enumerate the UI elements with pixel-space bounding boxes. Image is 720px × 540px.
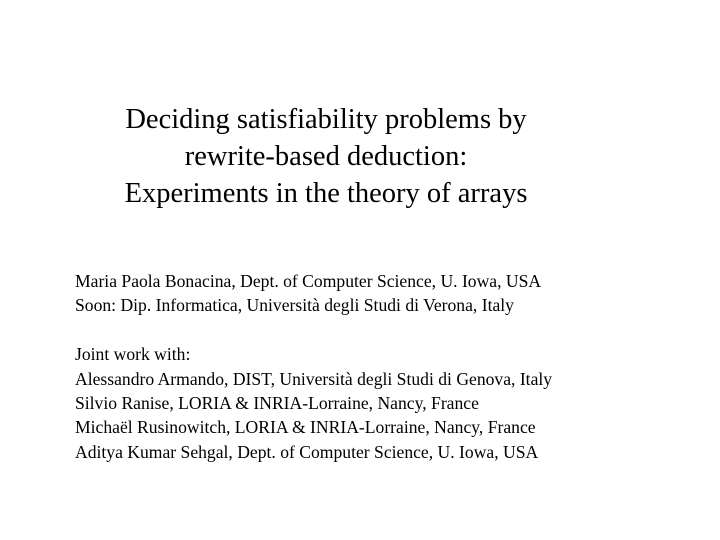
collaborator-2: Silvio Ranise, LORIA & INRIA-Lorraine, Nancy, France xyxy=(75,393,479,414)
author-future-affiliation: Soon: Dip. Informatica, Università degli Studi di Verona, Italy xyxy=(75,295,514,316)
slide-body xyxy=(75,269,552,464)
collaborator-1: Alessandro Armando, DIST, Università degli Studi di Genova, Italy xyxy=(75,368,553,389)
slide-title xyxy=(0,101,652,212)
collaborator-3: Michaël Rusinowitch, LORIA & INRIA-Lorraine, Nancy, France xyxy=(75,417,536,438)
title-line-3: Experiments in the theory of arrays xyxy=(124,178,528,209)
collaborator-4: Aditya Kumar Sehgal, Dept. of Computer Science, U. Iowa, USA xyxy=(75,441,539,462)
spacer xyxy=(75,318,552,342)
joint-work-label: Joint work with: xyxy=(75,344,191,365)
author-affiliation: Maria Paola Bonacina, Dept. of Computer Science, U. Iowa, USA xyxy=(75,271,542,291)
title-line-1: Deciding satisfiability problems by xyxy=(125,104,527,135)
title-line-2: rewrite-based deduction: xyxy=(184,141,468,172)
